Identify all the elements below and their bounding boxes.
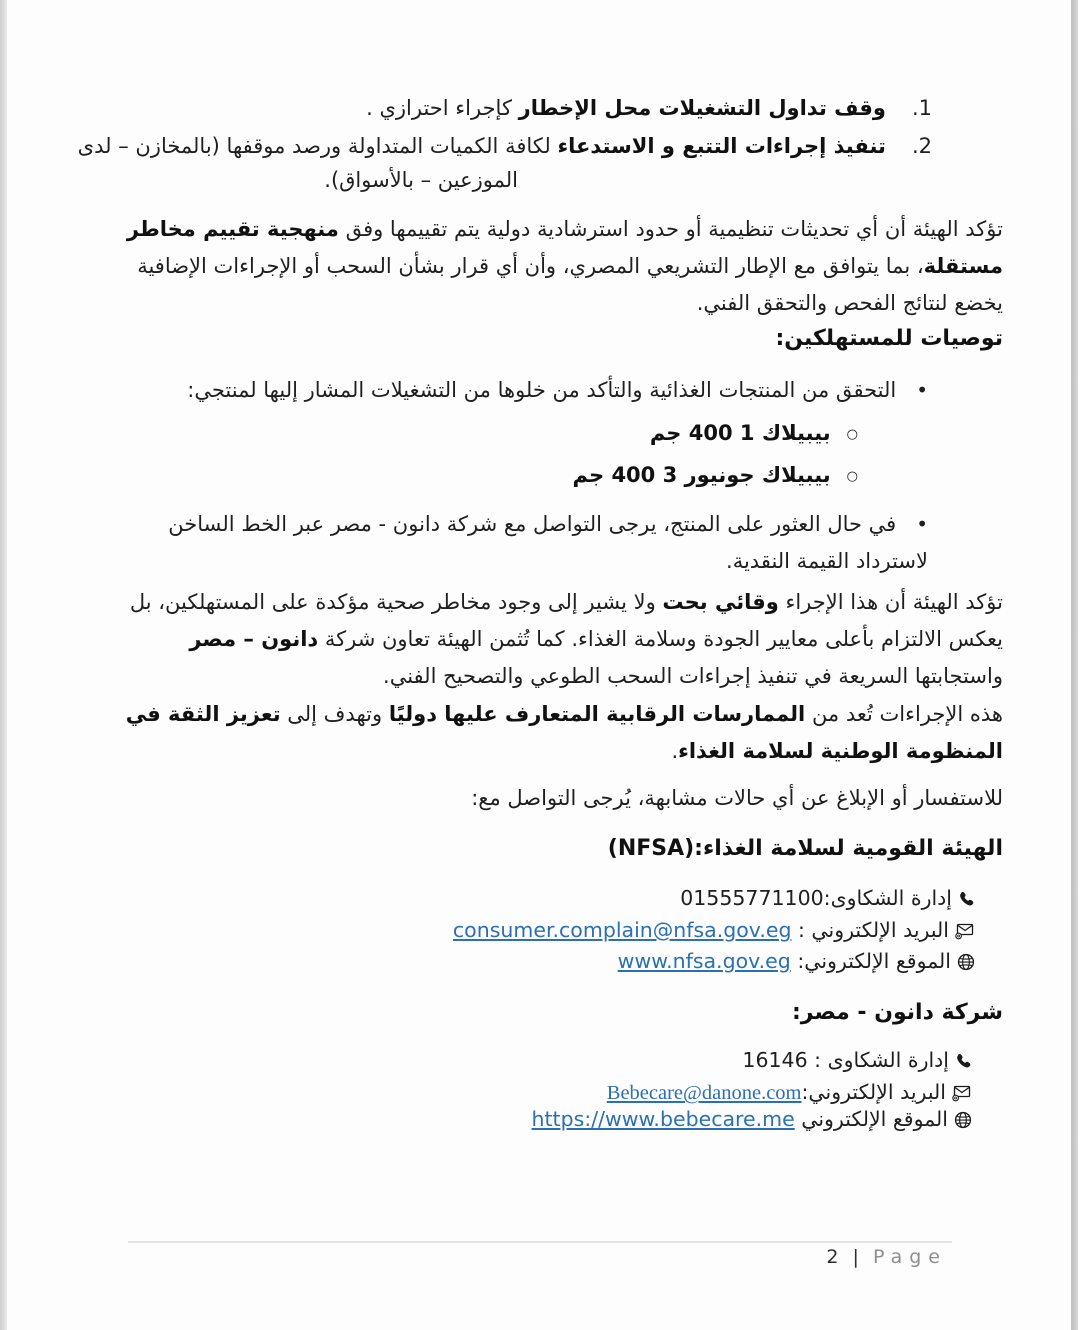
paragraph-text: هذه الإجراءات تُعد من <box>805 702 1003 726</box>
phone-label: إدارة الشكاوى : <box>807 1048 949 1072</box>
bullet-item-check-products <box>187 372 928 409</box>
product-name: بيبيلاك 1 400 جم <box>649 421 831 445</box>
danone-website-link[interactable]: https://www.bebecare.me <box>531 1107 795 1131</box>
circle-bullet-icon: ○ <box>846 469 858 484</box>
footer-rule <box>128 1241 952 1243</box>
nfsa-heading: الهيئة القومية لسلامة الغذاء:(NFSA) <box>607 836 1003 861</box>
disc-bullet-icon: • <box>916 512 928 536</box>
globe-icon <box>954 1106 972 1138</box>
phone-number: 16146 <box>742 1048 808 1072</box>
list-item-number: .1 <box>911 96 932 120</box>
phone-number: 01555771100 <box>680 886 824 910</box>
phone-icon <box>955 1047 972 1079</box>
paragraph-text: وتهدف إلى <box>280 702 389 726</box>
page-label: Page <box>873 1246 947 1268</box>
nfsa-phone-line <box>680 882 975 917</box>
page-number: 2 <box>826 1246 843 1268</box>
danone-email-link[interactable]: Bebecare@danone.com <box>606 1082 802 1104</box>
numbered-list-item-2 <box>78 128 932 165</box>
disc-bullet-icon: • <box>916 378 928 402</box>
email-label: البريد الإلكتروني: <box>801 1080 946 1104</box>
paragraph-methodology <box>95 211 1003 322</box>
paragraph-text: تؤكد الهيئة أن هذا الإجراء <box>778 590 1003 614</box>
paragraph-text: تؤكد الهيئة أن أي تحديثات تنظيمية أو حدود استرشادية دولية يتم تقييمها وفق <box>338 217 1003 241</box>
paragraph-text: ولا يشير إلى وجود مخاطر صحية مؤكدة على المستهلكين، بل يعكس الالتزام بأعلى معايير الجودة وسلامة الغذاء. كما تُثمن الهيئة تعاون شركة <box>129 590 1003 651</box>
circle-bullet-icon: ○ <box>846 427 858 442</box>
list-item-text: كإجراء احترازي . <box>366 96 519 120</box>
product-name: بيبيلاك جونيور 3 400 جم <box>572 463 831 487</box>
website-label: الموقع الإلكتروني: <box>790 949 951 973</box>
nfsa-email-link[interactable]: consumer.complain@nfsa.gov.eg <box>452 918 792 942</box>
paragraph-bold-text: الممارسات الرقابية المتعارف عليها دوليًا <box>388 702 806 726</box>
danone-heading: شركة دانون - مصر: <box>791 1000 1003 1025</box>
paragraph-text: ، بما يتوافق مع الإطار التشريعي المصري، وأن أي قرار بشأن السحب أو الإجراءات الإضافية يخضع لنتائج الفحص والتحقق الفني. <box>137 254 1003 315</box>
bullet-item-product-found <box>156 506 928 580</box>
danone-website-line <box>532 1103 972 1138</box>
paragraph-bold-text: منهجية تقييم مخاطر مستقلة <box>126 217 1003 278</box>
numbered-list-item-2-continuation: الموزعين – بالأسواق). <box>324 168 518 192</box>
paragraph-text: . <box>671 739 679 763</box>
page-footer <box>826 1246 947 1268</box>
paragraph-text: واستجابتها السريعة في تنفيذ إجراءات السحب الطوعي والتصحيح الفني. <box>383 664 1003 688</box>
page-edge-right <box>1071 0 1078 1330</box>
numbered-list-item-1 <box>366 90 932 127</box>
website-label: الموقع الإلكتروني <box>794 1107 948 1131</box>
list-item-bold-text: تنفيذ إجراءات التتبع و الاستدعاء <box>557 134 886 158</box>
product-item-2 <box>573 463 858 487</box>
paragraph-practices <box>95 696 1003 770</box>
phone-icon <box>958 885 975 917</box>
danone-phone-line <box>742 1044 972 1079</box>
nfsa-email-line <box>453 914 975 949</box>
paragraph-bold-text: دانون – مصر <box>189 627 319 651</box>
phone-label: إدارة الشكاوى: <box>823 886 952 910</box>
email-label: البريد الإلكتروني : <box>791 918 949 942</box>
bullet-text: في حال العثور على المنتج، يرجى التواصل مع شركة دانون - مصر عبر الخط الساخن لاسترداد القيمة النقدية. <box>168 512 928 573</box>
nfsa-website-link[interactable]: www.nfsa.gov.eg <box>617 949 791 973</box>
nfsa-website-line <box>618 945 975 980</box>
paragraph-bold-text: وقائي بحت <box>662 590 779 614</box>
paragraph-bold-text: تعزيز الثقة في المنظومة الوطنية لسلامة الغذاء <box>125 702 1003 763</box>
list-item-text: لكافة الكميات المتداولة ورصد موقفها (بالمخازن – لدى <box>77 134 558 158</box>
list-item-number: .2 <box>911 134 932 158</box>
paragraph-precautionary <box>95 584 1003 695</box>
list-item-bold-text: وقف تداول التشغيلات محل الإخطار <box>518 96 886 120</box>
page-edge-left <box>0 0 7 1330</box>
globe-icon <box>957 948 975 980</box>
product-item-1 <box>650 421 858 445</box>
footer-separator: | <box>852 1246 863 1268</box>
bullet-text: التحقق من المنتجات الغذائية والتأكد من خلوها من التشغيلات المشار إليها لمنتجي: <box>187 378 897 402</box>
section-heading-consumer-recommendations: توصيات للمستهلكين: <box>775 326 1003 351</box>
contact-intro: للاستفسار أو الإبلاغ عن أي حالات مشابهة، يُرجى التواصل مع: <box>471 786 1003 810</box>
